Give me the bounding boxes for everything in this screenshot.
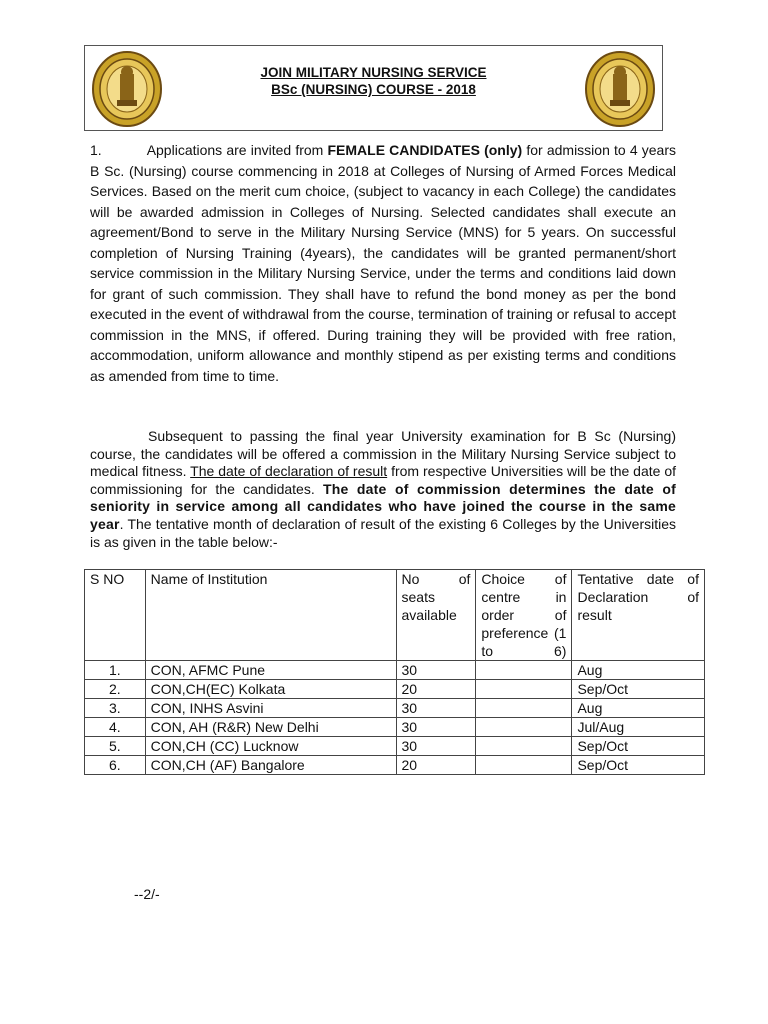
cell-choice[interactable] xyxy=(476,756,572,775)
cell-name: CON,CH (AF) Bangalore xyxy=(145,756,396,775)
header-choice: Choice of centre in order of preference (1 to 6) xyxy=(476,570,572,661)
cell-sno: 3. xyxy=(85,699,146,718)
cell-date: Aug xyxy=(572,661,705,680)
cell-seats: 20 xyxy=(396,756,476,775)
cell-date: Sep/Oct xyxy=(572,756,705,775)
cell-choice[interactable] xyxy=(476,718,572,737)
title-line-1: JOIN MILITARY NURSING SERVICE xyxy=(260,65,487,80)
cell-sno: 5. xyxy=(85,737,146,756)
cell-date: Sep/Oct xyxy=(572,680,705,699)
cell-seats: 30 xyxy=(396,737,476,756)
title-line-2: BSc (NURSING) COURSE - 2018 xyxy=(271,82,476,97)
cell-sno: 2. xyxy=(85,680,146,699)
para2-part2: from respective Universities will be the date of commissioning for the candidates. xyxy=(90,463,677,497)
para1-lead: Applications are invited from xyxy=(146,142,324,158)
cell-date: Aug xyxy=(572,699,705,718)
mns-emblem-icon xyxy=(584,50,656,128)
cell-date: Sep/Oct xyxy=(572,737,705,756)
cell-choice[interactable] xyxy=(476,699,572,718)
cell-name: CON, INHS Asvini xyxy=(145,699,396,718)
table-row xyxy=(85,737,705,756)
header-seats: No of seats available xyxy=(396,570,476,661)
table-row xyxy=(85,661,705,680)
cell-choice[interactable] xyxy=(476,661,572,680)
cell-choice[interactable] xyxy=(476,737,572,756)
cell-name: CON, AFMC Pune xyxy=(145,661,396,680)
para2-underlined: The date of declaration of result xyxy=(190,463,388,480)
para2-part1: Subsequent to passing the final year University examination for B Sc (Nursing) course, the candidates will be offered a commission in the Military Nursing Service subject to medical fitness. xyxy=(90,428,676,480)
cell-name: CON,CH (CC) Lucknow xyxy=(145,737,396,756)
cell-seats: 30 xyxy=(396,661,476,680)
table-row xyxy=(85,718,705,737)
header-name: Name of Institution xyxy=(145,570,396,661)
para1-bold: FEMALE CANDIDATES (only) xyxy=(327,142,523,158)
cell-sno: 4. xyxy=(85,718,146,737)
cell-seats: 30 xyxy=(396,718,476,737)
cell-choice[interactable] xyxy=(476,680,572,699)
header-date: Tentative date of Declaration of result xyxy=(572,570,705,661)
cell-name: CON,CH(EC) Kolkata xyxy=(145,680,396,699)
cell-seats: 30 xyxy=(396,699,476,718)
table-header-row xyxy=(85,570,705,661)
cell-date: Jul/Aug xyxy=(572,718,705,737)
cell-sno: 1. xyxy=(85,661,146,680)
header-box xyxy=(84,45,663,131)
institution-table xyxy=(84,569,705,775)
cell-name: CON, AH (R&R) New Delhi xyxy=(145,718,396,737)
document-title xyxy=(85,64,662,98)
page-marker: --2/- xyxy=(134,886,160,902)
cell-sno: 6. xyxy=(85,756,146,775)
cell-seats: 20 xyxy=(396,680,476,699)
table-row xyxy=(85,699,705,718)
para2-bold: The date of commission determines the date of seniority in service among all candidates who have joined the course in the same year xyxy=(90,480,676,532)
para2-part3: . The tentative month of declaration of result of the existing 6 Colleges by the Universities is as given in the table below:- xyxy=(90,515,676,550)
table-row xyxy=(85,680,705,699)
table-row xyxy=(85,756,705,775)
para1-rest: for admission to 4 years B Sc. (Nursing) course commencing in 2018 at Colleges of Nursing of Armed Forces Medical Services. Based on the merit cum choice, (subject to vacancy in each College) the candidates will be awarded admission in Colleges of Nursing. Selected candidates shall execute an agreement/Bond to serve in the Military Nursing Service (MNS) for 5 years. On successful completion of Nursing Training (4years), the candidates will be granted permanent/short service commission in the Military Nursing Service, under the terms and conditions laid down for grant of such commission. They shall have to refund the bond money as per the bond executed in the event of withdrawal from the course, termination of training or refusal to accept commission in the MNS, if offered. During training they will be provided with free ration, accommodation, uniform allowance and monthly stipend as per existing terms and conditions as amended from time to time. xyxy=(90,142,676,384)
paragraph-1 xyxy=(90,140,676,386)
header-sno: S NO xyxy=(85,570,146,661)
paragraph-2 xyxy=(90,428,676,551)
paragraph-number: 1. xyxy=(90,142,102,158)
